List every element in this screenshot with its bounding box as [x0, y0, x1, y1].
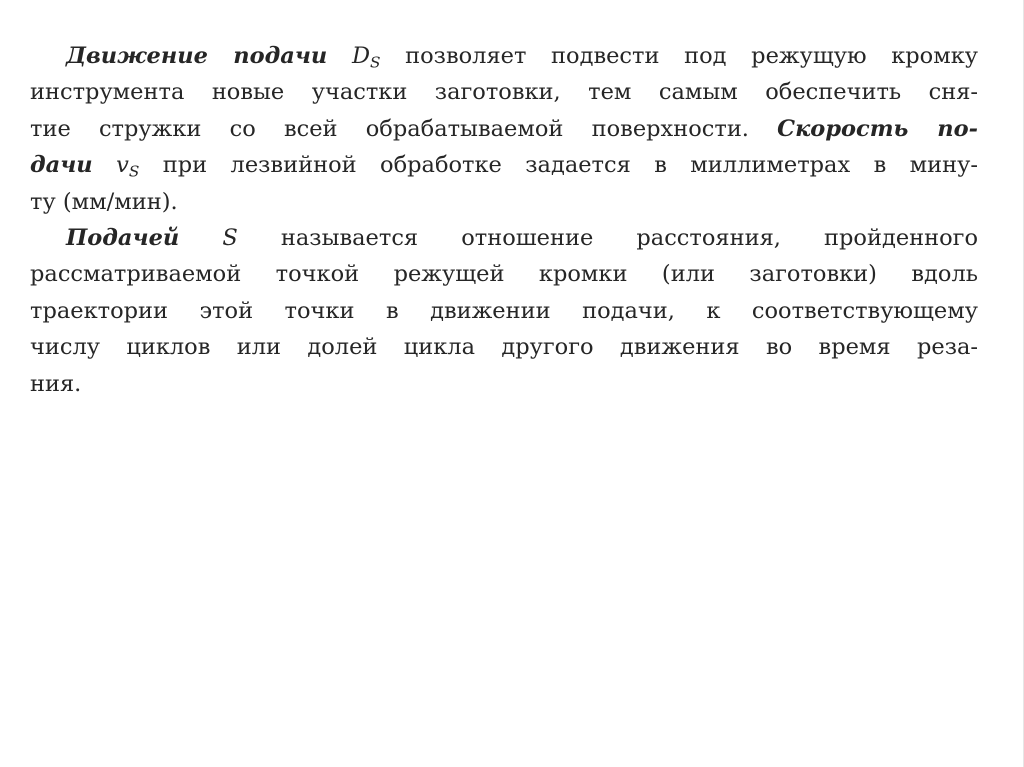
text-line — [30, 147, 978, 183]
text-segment: позволяет подвести под режущую кромку — [405, 43, 979, 69]
text-line: инструмента новые участки заготовки, тем самым обеспечить сня- — [30, 79, 978, 106]
text-segment: называется отношение расстояния, пройденного — [280, 224, 979, 251]
term-feed-speed-part1: Скорость по- — [777, 115, 978, 142]
text-segment: тие стружки со всей обрабатываемой поверхности. — [30, 115, 749, 142]
symbol-v-letter: v — [116, 152, 129, 179]
paragraph-feed-motion — [30, 38, 978, 220]
paragraph-feed-definition — [30, 220, 978, 402]
text-line — [30, 220, 978, 256]
symbol-v — [116, 152, 140, 181]
text-line: числу циклов или долей цикла другого движения во время реза- — [30, 334, 978, 361]
text-line: рассматриваемой точкой режущей кромки (или заготовки) вдоль — [30, 261, 978, 288]
term-feed: Подачей — [66, 224, 180, 251]
text-line — [30, 38, 978, 74]
symbol-d-letter: D — [351, 43, 370, 69]
text-line — [30, 111, 978, 147]
text-line: ту (мм/мин). — [30, 188, 178, 215]
symbol-s: S — [222, 224, 238, 251]
term-feed-motion: Движение подачи — [66, 43, 328, 69]
text-block — [30, 38, 978, 402]
text-line: траектории этой точки в движении подачи, к соответствующему — [30, 297, 978, 324]
text-line: ния. — [30, 370, 82, 397]
symbol-v-subscript: S — [128, 162, 140, 181]
term-feed-speed-part2: дачи — [30, 152, 93, 179]
symbol-d — [351, 43, 381, 72]
symbol-d-subscript: S — [369, 53, 381, 72]
text-segment: при лезвийной обработке задается в миллиметрах в мину- — [162, 152, 978, 179]
